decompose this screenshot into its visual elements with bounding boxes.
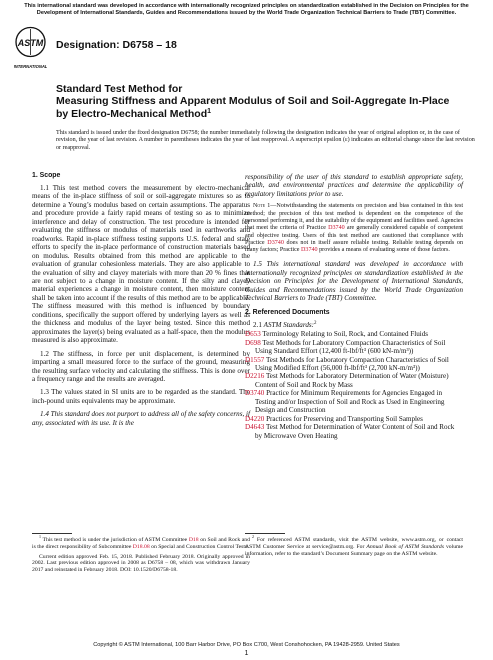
designation: Designation: D6758 – 18	[56, 39, 177, 51]
footnotes-left	[32, 534, 250, 577]
paragraph-1-4-continued: responsibility of the user of this standard to establish appropriate safety, health, and environmental practices and determine the applicability of regulatory limitations prior to use.	[245, 173, 463, 198]
reference-code-link[interactable]: D2216	[245, 372, 265, 381]
reference-title: Terminology Relating to Soil, Rock, and Contained Fluids	[260, 330, 429, 339]
scope-heading: 1. Scope	[32, 172, 61, 179]
logo-letters: ASTM	[17, 38, 44, 48]
committee-d18-link[interactable]: D18	[188, 537, 199, 543]
astm-standards-subheading: 2.1 ASTM Standards:$^2$	[253, 320, 317, 329]
footnote-1-edition: Current edition approved Feb. 15, 2018. Published February 2018. Originally approved in 2002. Last previous edition approved in 2008 as D6758 – 08, which was withdrawn January 2017 and reinstated in February 2018. DOI: 10.1520/D6758-18.	[32, 553, 250, 574]
footnote-2: $^2$ For referenced ASTM standards, visit the ASTM website, www.astm.org, or contact ASTM Customer Service at service@astm.org. For Annual Book of ASTM Standards volume information, refer to the standard’s Document Summary page on the ASTM website.	[245, 534, 464, 557]
reference-code-link[interactable]: D4220	[245, 414, 265, 423]
reference-title: Test Methods for Laboratory Determination of Water (Moisture) Content of Soil and Rock by Mass	[255, 372, 449, 389]
astm-logo	[14, 26, 47, 74]
subcommittee-d18-08-link[interactable]: D18.08	[132, 543, 150, 550]
right-column	[245, 173, 463, 440]
referenced-documents-heading: 2. Referenced Documents	[245, 308, 330, 316]
paragraph-1-4: 1.4 This standard does not purport to address all of the safety concerns, if any, associated with its use. It is the	[32, 410, 250, 427]
note-ref-d3740-a[interactable]: D3740	[328, 225, 345, 232]
reference-item	[245, 389, 463, 414]
note-ref-d3740-b[interactable]: D3740	[267, 239, 284, 246]
copyright-footer: Copyright © ASTM International, 100 Barr Harbor Drive, PO Box C700, West Conshohocken, PA 19428-2959. United States	[93, 642, 400, 648]
reference-item	[245, 372, 463, 389]
reference-code-link[interactable]: D4643	[245, 423, 265, 432]
paragraph-1-2: 1.2 The stiffness, in force per unit displacement, is determined by imparting a small measured force to the surface of the ground, measuring the resulting surface velocity and calculating the stiffness. This is done over a frequency range and the results are averaged.	[32, 349, 250, 383]
document-title	[56, 83, 456, 120]
tbt-notice: This international standard was developed in accordance with internationally recognized principles on standardization established in the Decision on Principles for the Development of International Standards, Guides and Recommendations issued by the World Trade Organization Technical Barriers to Trade (TBT) Committee.	[24, 3, 469, 16]
footnote-rule-left	[32, 533, 72, 534]
reference-title: Test Methods for Laboratory Compaction Characteristics of Soil Using Modified Effort (56,000 ft-lbf/ft³ (2,700 kN-m/m³))	[255, 355, 449, 372]
reference-code-link[interactable]: D698	[245, 338, 261, 347]
title-line-2: Measuring Stiffness and Apparent Modulus of Soil and Soil-Aggregate In-Place by Electro-Mechanical Method$^1$	[56, 95, 450, 120]
reference-title: Practices for Preserving and Transporting Soil Samples	[264, 414, 423, 423]
reference-title: Test Method for Determination of Water Content of Soil and Rock by Microwave Oven Heating	[255, 423, 455, 440]
reference-title: Practice for Minimum Requirements for Agencies Engaged in Testing and/or Inspection of Soil and Rock as Used in Engineering Design and Construction	[255, 389, 445, 415]
reference-code-link[interactable]: D3740	[245, 389, 265, 398]
paragraph-1-1: 1.1 This test method covers the measurement by electro-mechanical means of the in-place stiffness of soil or soil-aggregate mixtures so as to determine a Young’s modulus based on certain assumptions. The apparatus and procedure provide a fairly rapid means of testing so as to minimize interference and delay of construction. The test procedure is intended for evaluating the stiffness or modulus of materials used in earthworks and roadworks. Rapid in-place stiffness testing supports U.S. federal and state efforts to specify the in-place performance of construction materials based on modulus. Results obtained from this method are applicable to the evaluation of granular cohesionless materials. They are also applicable to the evaluation of silty and clayey materials with more than 20 % fines that are not subject to a change in moisture content. If the silty and clayey material experiences a change in moisture content, then moisture content shall be taken into account if the results of this method are to be applicable. The stiffness measured with this method is influenced by boundary conditions, specifically the support offered by underlying layers as well as the thickness and modulus of the layer being tested. Since this method approximates the layer(s) being evaluated as a half-space, then the modulus measured is also approximate.	[32, 184, 251, 345]
paragraph-1-3: 1.3 The values stated in SI units are to be regarded as the standard. The inch-pound units equivalents may be approximate.	[32, 388, 251, 405]
reference-item	[245, 356, 463, 373]
paragraph-1-5: 1.5 This international standard was developed in accordance with internationally recognized principles on standardization established in the Decision on Principles for the Development of International Standards, Guides and Recommendations issued by the World Trade Organization Technical Barriers to Trade (TBT) Committee.	[245, 260, 463, 303]
page-number: 1	[244, 650, 249, 657]
reference-item	[245, 330, 463, 338]
reference-code-link[interactable]: D653	[245, 330, 261, 339]
reference-item	[245, 339, 463, 356]
footnote-rule-right	[245, 533, 285, 534]
footnotes-right	[245, 534, 464, 560]
note-1: Note 1—Notwithstanding the statements on precision and bias contained in this test method; the precision of this test method is dependent on the competence of the personnel performing it, and the suitability of the equipment and facilities used. Agencies that meet the criteria of Practice D3740 are generally considered capable of competent and objective testing. Users of this test method are cautioned that compliance with Practice D3740 does not in itself assure reliable testing. Reliable testing depends on many factors; Practice D3740 provides a means of evaluating some of those factors.	[245, 203, 464, 254]
left-column	[32, 172, 250, 432]
title-footnote-mark: 1	[207, 107, 212, 115]
footnote-1: $^1$ This test method is under the jurisdiction of ASTM Committee D18 on Soil and Rock and is the direct responsibility of Subcommittee D18.08 on Special and Construction Control Tests.	[32, 534, 250, 550]
title-line-1: Standard Test Method for	[56, 83, 183, 95]
standard-issuance-note: This standard is issued under the fixed designation D6758; the number immediately following the designation indicates the year of original adoption or, in the case of revision, the year of last revision. A number in parentheses indicates the year of last reapproval. A superscript epsilon (ε) indicates an editorial change since the last revision or reapproval.	[56, 130, 475, 151]
reference-list	[245, 330, 463, 440]
reference-item	[245, 415, 463, 423]
reference-code-link[interactable]: D1557	[245, 355, 265, 364]
note-ref-d3740-c[interactable]: D3740	[301, 247, 318, 254]
reference-item	[245, 423, 463, 440]
logo-text: INTERNATIONAL	[14, 64, 47, 69]
reference-title: Test Methods for Laboratory Compaction Characteristics of Soil Using Standard Effort (12,400 ft-lbf/ft³ (600 kN-m/m³))	[255, 338, 446, 356]
